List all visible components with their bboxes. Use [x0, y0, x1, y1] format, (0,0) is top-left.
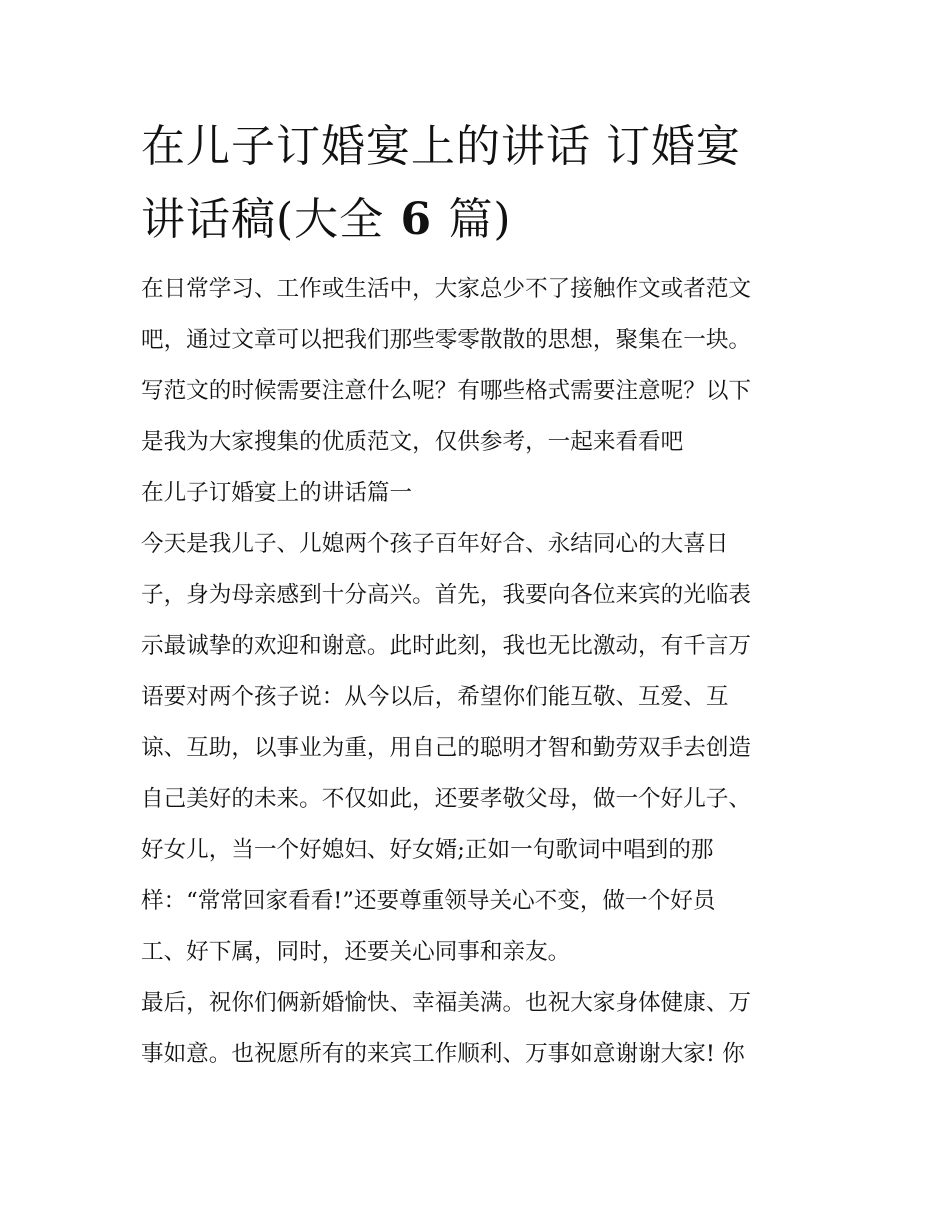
text-line: 今天是我儿子、儿媳两个孩子百年好合、永结同心的大喜日 — [141, 531, 729, 557]
document-content — [141, 110, 816, 1080]
document-body — [141, 264, 816, 1080]
text-line: 谅、互助，以事业为重，用自己的聪明才智和勤劳双手去创造 — [141, 735, 752, 761]
text-line: 好女儿，当一个好媳妇、好女婿;正如一句歌词中唱到的那 — [141, 837, 714, 863]
document-title — [141, 110, 816, 256]
text-line: 吧，通过文章可以把我们那些零零散散的思想，聚集在一块。 — [141, 327, 752, 353]
title-line-2 — [141, 183, 816, 256]
text-line: 子，身为母亲感到十分高兴。首先，我要向各位来宾的光临表 — [141, 582, 752, 608]
text-line: 在儿子订婚宴上的讲话篇一 — [141, 480, 413, 506]
text-line: 在日常学习、工作或生活中，大家总少不了接触作文或者范文 — [141, 276, 752, 302]
text-line: 自己美好的未来。不仅如此，还要孝敬父母，做一个好儿子、 — [141, 786, 752, 812]
text-line: 语要对两个孩子说：从今以后，希望你们能互敬、互爱、互 — [141, 684, 729, 710]
text-line: 最后，祝你们俩新婚愉快、幸福美满。也祝大家身体健康、万 — [141, 990, 752, 1016]
text-line: 写范文的时候需要注意什么呢？有哪些格式需要注意呢？以下 — [141, 378, 752, 404]
title-line-2-end: 篇) — [448, 194, 512, 245]
text-line: 示最诚挚的欢迎和谢意。此时此刻，我也无比激动，有千言万 — [141, 633, 752, 659]
paragraph — [141, 264, 816, 468]
text-line: 样：“常常回家看看!”还要尊重领导关心不变，做一个好员 — [141, 888, 716, 914]
text-line: 是我为大家搜集的优质范文，仅供参考，一起来看看吧 — [141, 429, 684, 455]
title-line-2-start: 讲话稿(大全 — [141, 194, 385, 245]
text-line: 工、好下属，同时，还要关心同事和亲友。 — [141, 939, 571, 965]
paragraph — [141, 978, 816, 1080]
paragraph — [141, 519, 816, 978]
text-line: 事如意。也祝愿所有的来宾工作顺利、万事如意谢谢大家! 你 — [141, 1041, 745, 1067]
title-line-1: 在儿子订婚宴上的讲话 订婚宴 — [141, 121, 741, 172]
title-count: 6 — [384, 194, 449, 245]
paragraph — [141, 468, 816, 519]
